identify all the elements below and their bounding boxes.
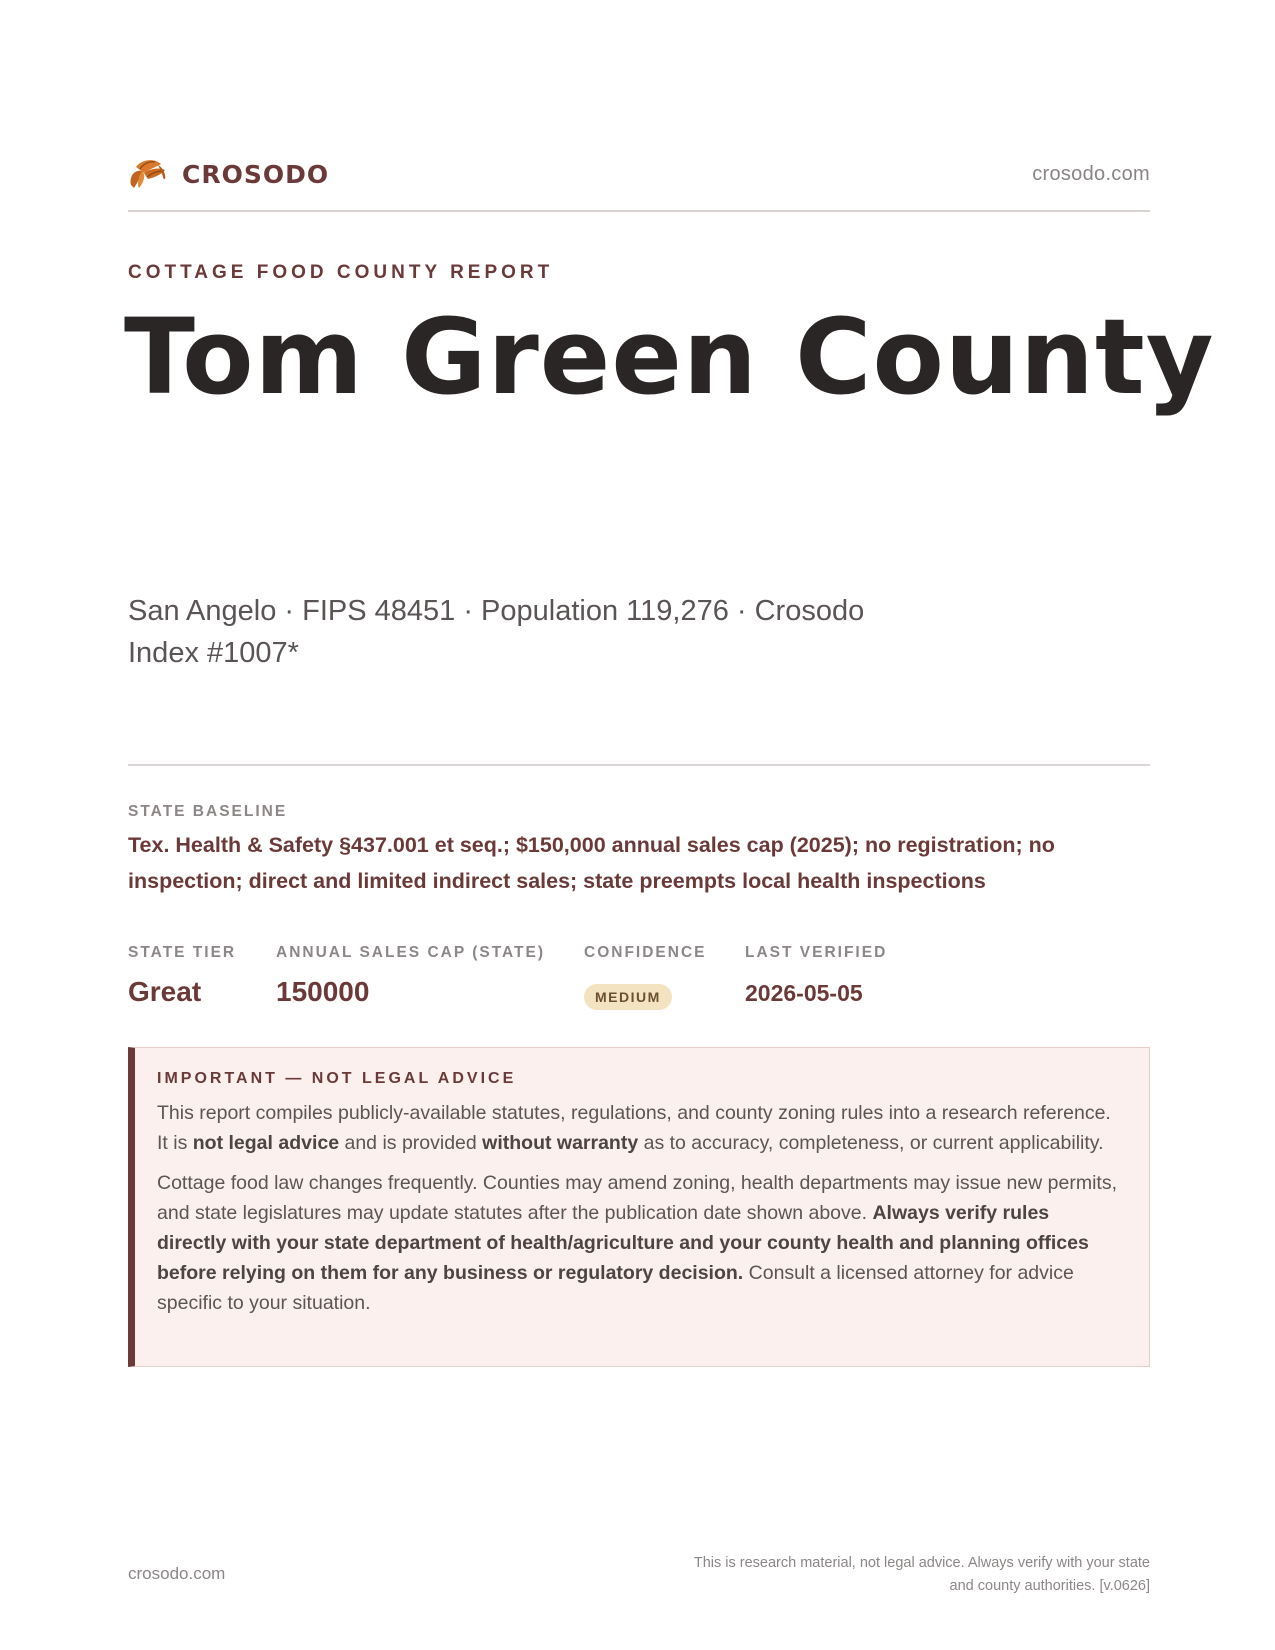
stat-label: ANNUAL SALES CAP (STATE) — [276, 944, 546, 961]
notice-paragraph: Cottage food law changes frequently. Counties may amend zoning, health departments may issue new permits, and state legislatures may update statutes after the publication date shown above. Always verify rules directly with your state department of health/agriculture and your county health and planning offices before relying on them for any business or regulatory decision. Consult a licensed attorney for advice specific to your situation. — [157, 1172, 1117, 1314]
confidence-badge: MEDIUM — [584, 984, 672, 1010]
stat-confidence — [584, 944, 706, 1010]
stat-label: LAST VERIFIED — [745, 944, 888, 961]
stat-label: CONFIDENCE — [584, 944, 707, 961]
report-eyebrow: COTTAGE FOOD COUNTY REPORT — [128, 262, 554, 283]
footer-disclaimer-line: and county authorities. [v.0626] — [949, 1578, 1150, 1594]
stat-last-verified — [745, 944, 887, 1007]
stat-value: 2026-05-05 — [745, 980, 863, 1006]
notice-title: IMPORTANT — NOT LEGAL ADVICE — [157, 1070, 517, 1087]
stat-value: 150000 — [276, 976, 370, 1007]
state-baseline-text: Tex. Health & Safety §437.001 et seq.; $150,000 annual sales cap (2025); no registration; no inspection; direct and limited indirect sales; state preempts local health inspections — [128, 833, 1055, 893]
report-page — [124, 0, 1215, 1650]
page-header — [128, 152, 1150, 212]
footer-disclaimer — [630, 1552, 1150, 1598]
stat-value: Great — [128, 976, 202, 1007]
notice-paragraph: This report compiles publicly-available statutes, regulations, and county zoning rules into a research reference. It is not legal advice and is provided without warranty as to accuracy, completeness, or current applicability. — [157, 1102, 1111, 1154]
site-url-link[interactable]: crosodo.com — [1032, 162, 1150, 185]
section-divider — [128, 764, 1150, 766]
footer-disclaimer-line: This is research material, not legal advice. Always verify with your state — [693, 1555, 1150, 1571]
stat-state-tier — [128, 944, 236, 1008]
state-baseline-label: STATE BASELINE — [128, 803, 288, 820]
croissant-icon — [128, 155, 168, 193]
report-subtitle: San Angelo · FIPS 48451 · Population 119,276 · Crosodo Index #1007* — [128, 595, 865, 669]
brand[interactable] — [128, 155, 329, 193]
stats-row — [128, 944, 1150, 1014]
footer-site-url[interactable]: crosodo.com — [128, 1564, 226, 1583]
brand-name: CROSODO — [182, 159, 330, 189]
stat-label: STATE TIER — [128, 944, 237, 961]
legal-notice — [128, 1047, 1150, 1367]
stat-annual-sales-cap — [276, 944, 545, 1008]
page-title: Tom Green County — [124, 296, 1215, 418]
